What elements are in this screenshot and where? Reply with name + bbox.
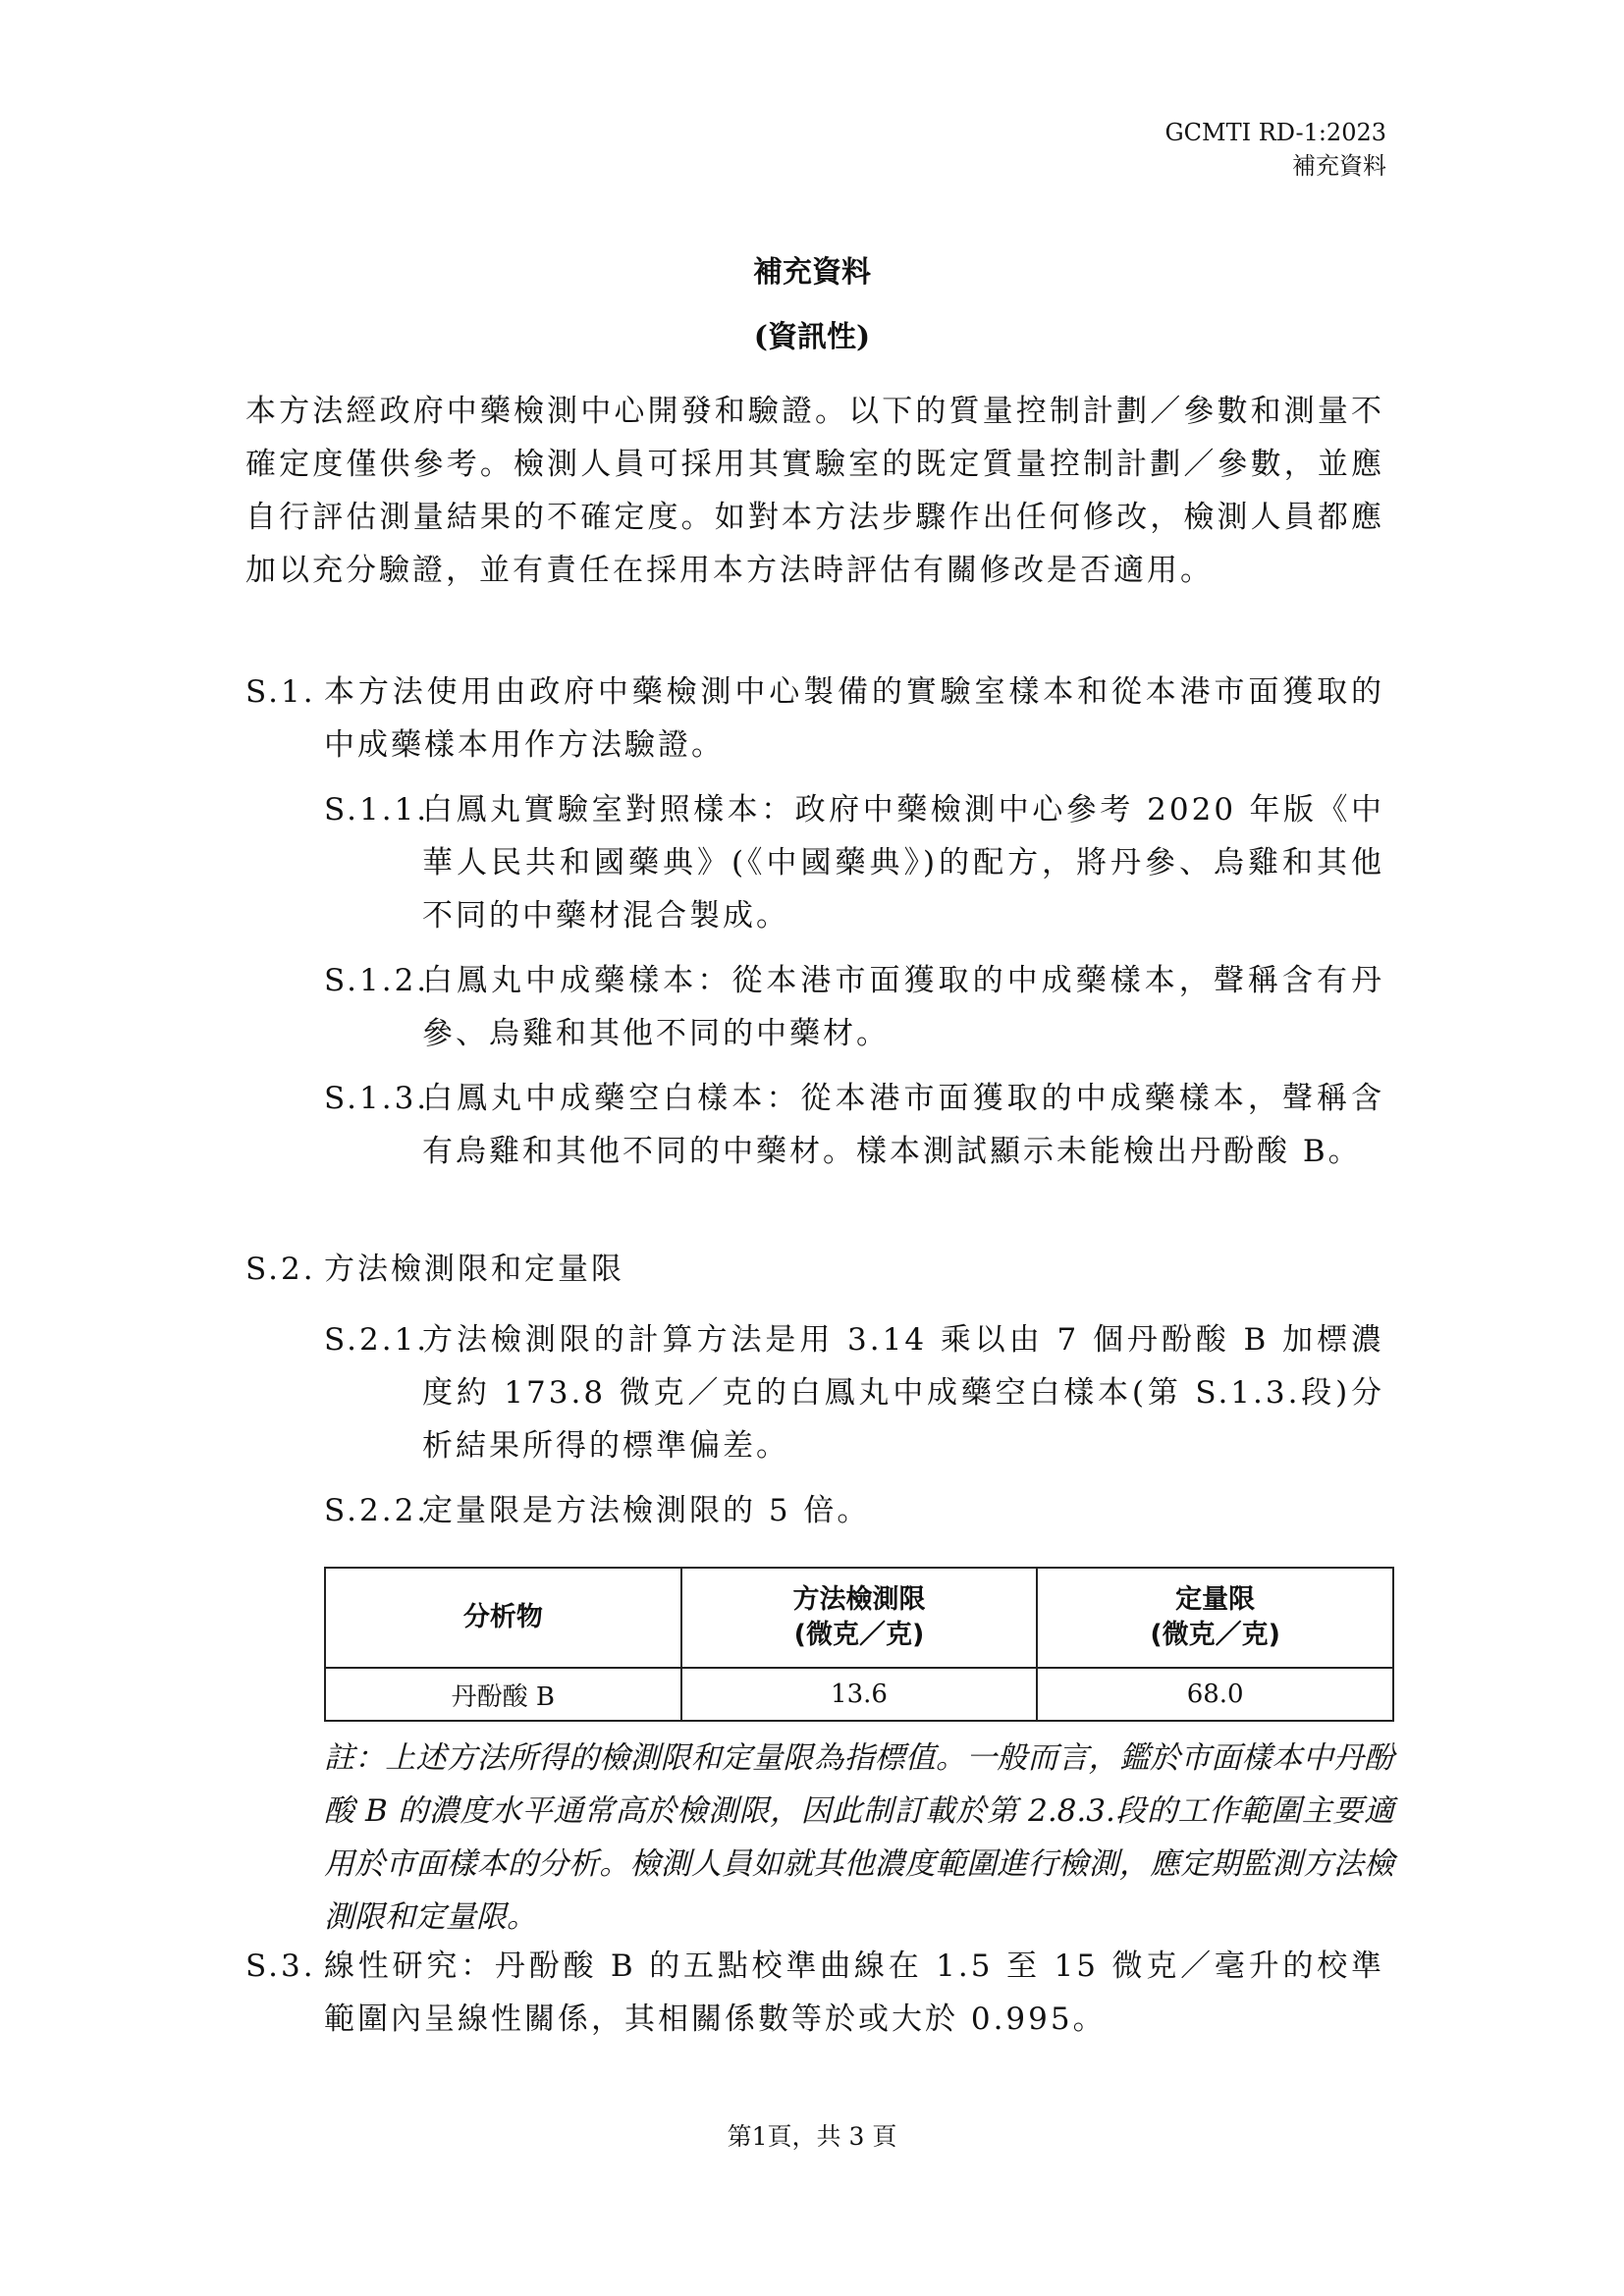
table-header-analyte: 分析物: [325, 1568, 681, 1668]
page-subtitle: (資訊性): [753, 320, 871, 354]
section-s1-2: [324, 954, 1384, 1060]
section-number: S.1.3.: [324, 1081, 430, 1116]
page-footer: 第1頁，共 3 頁: [727, 2122, 897, 2151]
section-s2-2: [324, 1484, 1384, 1537]
table-cell-analyte: 丹酚酸 B: [325, 1668, 681, 1721]
section-number: S.1.1.: [324, 792, 430, 828]
page-title: 補充資料: [753, 255, 871, 290]
table-cell-lod: 13.6: [681, 1668, 1038, 1721]
header-section-label: 補充資料: [1292, 152, 1386, 180]
section-text: 方法檢測限和定量限: [324, 1252, 624, 1287]
section-number: S.1.2.: [324, 963, 430, 998]
section-number: S.2.1.: [324, 1322, 430, 1358]
section-number: S.2.2.: [324, 1493, 430, 1528]
section-text: 白鳳丸中成藥樣本：從本港市面獲取的中成藥樣本，聲稱含有丹參、烏雞和其他不同的中藥材。: [422, 963, 1384, 1051]
section-s2: [245, 1243, 1384, 1296]
table-header-lod: 方法檢測限 (微克／克): [681, 1568, 1038, 1668]
section-s2-1: [324, 1313, 1384, 1472]
section-text: 白鳳丸中成藥空白樣本：從本港市面獲取的中成藥樣本，聲稱含有烏雞和其他不同的中藥材。樣本測試顯示未能檢出丹酚酸 B。: [422, 1081, 1384, 1169]
section-text: 線性研究：丹酚酸 B 的五點校準曲線在 1.5 至 15 微克／毫升的校準範圍內呈線性關係，其相關係數等於或大於 0.995。: [324, 1949, 1384, 2037]
section-number: S.2.: [245, 1252, 316, 1287]
section-text: 白鳳丸實驗室對照樣本：政府中藥檢測中心參考 2020 年版《中華人民共和國藥典》(《中國藥典》)的配方，將丹參、烏雞和其他不同的中藥材混合製成。: [422, 792, 1384, 934]
section-text: 定量限是方法檢測限的 5 倍。: [422, 1493, 871, 1528]
document-code: GCMTI RD-1:2023: [1164, 119, 1386, 146]
page-header: [1164, 116, 1386, 183]
table-note: 註：上述方法所得的檢測限和定量限為指標值。一般而言，鑑於市面樣本中丹酚酸 B 的濃度水平通常高於檢測限，因此制訂載於第 2.8.3.段的工作範圍主要適用於市面樣本的分析。檢測人員如就其他濃度範圍進行檢測，應定期監測方法檢測限和定量限。: [324, 1740, 1394, 1935]
section-s1: [245, 666, 1384, 772]
lod-loq-table: [324, 1567, 1394, 1722]
intro-paragraph: 本方法經政府中藥檢測中心開發和驗證。以下的質量控制計劃／參數和測量不確定度僅供參考。檢測人員可採用其實驗室的既定質量控制計劃／參數，並應自行評估測量結果的不確定度。如對本方法步驟作出任何修改，檢測人員都應加以充分驗證，並有責任在採用本方法時評估有關修改是否適用。: [245, 394, 1384, 588]
section-number: S.3.: [245, 1949, 316, 1984]
section-s3: [245, 1940, 1384, 2046]
table-cell-loq: 68.0: [1037, 1668, 1393, 1721]
section-s1-3: [324, 1072, 1384, 1178]
table-row: [325, 1668, 1393, 1721]
section-number: S.1.: [245, 674, 316, 710]
table-header-loq: 定量限 (微克／克): [1037, 1568, 1393, 1668]
section-s1-1: [324, 783, 1384, 942]
section-text: 方法檢測限的計算方法是用 3.14 乘以由 7 個丹酚酸 B 加標濃度約 173.8 微克／克的白鳳丸中成藥空白樣本(第 S.1.3.段)分析結果所得的標準偏差。: [422, 1322, 1384, 1464]
section-text: 本方法使用由政府中藥檢測中心製備的實驗室樣本和從本港市面獲取的中成藥樣本用作方法驗證。: [324, 674, 1384, 763]
table-header-row: [325, 1568, 1393, 1668]
